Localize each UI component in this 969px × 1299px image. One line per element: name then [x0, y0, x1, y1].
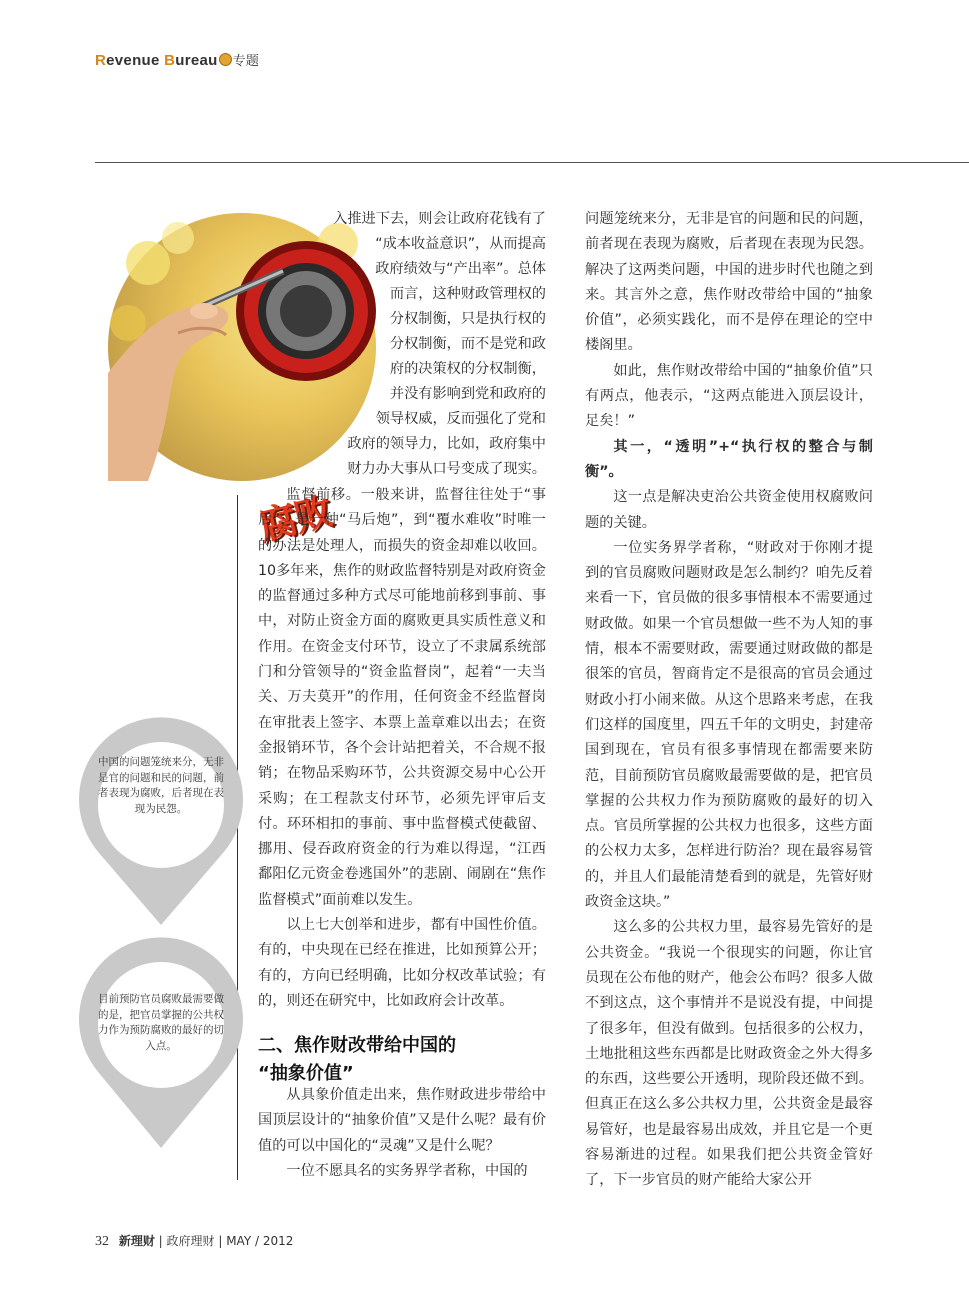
wrap-line: 分权制衡，而不是党和政: [389, 336, 546, 352]
wrap-line: 而言，这种财政管理权的: [389, 286, 546, 302]
column-1-top: [258, 483, 546, 1014]
wrap-line: 领导权威，反而强化了党和: [375, 411, 546, 427]
magazine-name: 新理财: [118, 1234, 155, 1248]
issue-date: MAY / 2012: [226, 1234, 294, 1248]
paragraph: 从具象价值走出来，焦作财政进步带给中国顶层设计的“抽象价值”又是什么呢？最有价值的可以中国化的“灵魂”又是什么呢？: [258, 1087, 546, 1154]
paragraph: 这一点是解决吏治公共资金使用权腐败问题的关键。: [585, 489, 873, 531]
brand-initial-b: B: [164, 52, 176, 69]
paragraph: 如此，焦作财改带给中国的“抽象价值”只有两点，他表示，“这两点能进入顶层设计，足矣！”: [585, 362, 873, 430]
brand-initial-r: R: [95, 52, 107, 69]
wrap-line: 入推进下去，则会让政府花钱有了: [333, 211, 546, 227]
paragraph: 一位不愿具名的实务界学者称，中国的: [286, 1162, 528, 1179]
section-heading-line-2: “抽象价值”: [258, 1063, 354, 1084]
header-rule: [95, 162, 969, 163]
column-2: [585, 207, 873, 1194]
page-number: 32: [95, 1234, 109, 1249]
paragraph: 监督前移。一般来讲，监督往往处于“事后”，是一种“马后炮”，到“覆水难收”时唯一的办法是处理人，而损失的资金却难以收回。10多年来，焦作的财政监督特别是对政府资金的监督通过多种方式尽可能地前移到事前、事中，对防止资金方面的腐败更具实质性意义和作用。在资金支付环节，设立了不隶属系统部门和分管领导的“资金监督岗”，起着“一夫当关、万夫莫开”的作用，任何资金不经监督岗在审批表上签字、本票上盖章难以出去；在资金报销环节，各个会计站把着关，不合规不报销；在物品采购环节，公共资源交易中心公开采购；在工程款支付环节，必须先评审后支付。环环相扣的事前、事中监督模式使截留、挪用、侵吞政府资金的行为难以得逞，“江西鄱阳亿元资金卷逃国外”的悲剧、闹剧在“焦作监督模式”面前难以发生。: [258, 487, 546, 908]
wrap-line: 府的决策权的分权制衡，: [389, 361, 546, 377]
wrap-line: 政府绩效与“产出率”。总体: [375, 261, 546, 277]
emblem-icon: [219, 53, 232, 66]
wrap-line: 财力办大事从口号变成了现实。: [347, 461, 546, 477]
pull-quote-1: [77, 735, 245, 927]
paragraph: 这么多的公共权力里，最容易先管好的是公共资金。“我说一个很现实的问题，你让官员现在公布他的财产，他会公布吗？很多人做不到这点，这个事情并不是说没有提，中间提了很多年，但没有做到。包括很多的公权力，土地批租这些东西都是比财政资金之外大得多的东西，这些要公开透明，现阶段还做不到。但真正在这么多公共权力里，公共资金是最容易管好，也是最容易出成效，并且它是一个更容易渐进的过程。如果我们把公共资金管好了，下一步官员的财产能给大家公开: [585, 919, 873, 1189]
wrap-line: 政府的领导力，比如，政府集中: [347, 436, 546, 452]
pull-quote-text: 中国的问题笼统来分，无非是官的问题和民的问题，前者表现为腐败，后者现在表现为民怨。: [98, 756, 224, 815]
paragraph: 以上七大创举和进步，都有中国性价值。有的，中央现在已经在推进，比如预算公开；有的，方向已经明确，比如分权改革试验；有的，则还在研究中，比如政府会计改革。: [258, 917, 546, 1009]
section-heading: [258, 1032, 456, 1088]
photo-caption-word: 腐败: [254, 488, 336, 549]
paragraph: 一位实务界学者称，“财政对于你刚才提到的官员腐败问题财政是怎么制约？咱先反着来看一下，官员做的很多事情根本不需要通过财政做。如果一个官员想做一些不为人知的事情，根本不需要财政，需要通过财政做的都是很笨的官员，智商肯定不是很高的官员会通过财政小打小闹来做。从这个思路来考虑，在我们这样的国度里，四五千年的文明史，封建帝国到现在，官员有很多事情现在都需要来防范，目前预防官员腐败最需要做的是，把官员掌握的公共权力作为预防腐败的最好的切入点。官员所掌握的公共权力也很多，这些方面的公权力太多，怎样进行防治？现在最容易管的，并且人们最能清楚看到的就是，先管好财政资金这块。”: [585, 539, 873, 911]
paragraph: 问题笼统来分，无非是官的问题和民的问题，前者现在表现为腐败，后者现在表现为民怨。解决了这两类问题，中国的进步时代也随之到来。其言外之意，焦作财改带给中国的“抽象价值”，必须实践化，而不是停在理论的空中楼阁里。: [585, 211, 873, 354]
subheading-paragraph: 其一，“透明”+“执行权的整合与制衡”。: [585, 438, 873, 480]
pull-quote-2: [77, 955, 245, 1150]
footer-section: 政府理财: [166, 1234, 215, 1248]
page-footer: 32 新理财 | 政府理财 | MAY / 2012: [95, 1234, 294, 1249]
section-heading-line-1: 二、焦作财改带给中国的: [258, 1035, 456, 1056]
pull-quote-text: 目前预防官员腐败最需要做的是，把官员掌握的公共权力作为预防腐败的最好的切入点。: [98, 993, 224, 1052]
column-1-bottom: [258, 1083, 546, 1184]
wrap-line: 并没有影响到党和政府的: [389, 386, 546, 402]
brand-text-2: ureau: [175, 52, 218, 69]
section-topic: 专题: [232, 54, 260, 69]
wrap-line: 分权制衡，只是执行权的: [389, 311, 546, 327]
brand-text-1: evenue: [106, 52, 165, 69]
wrap-line: “成本收益意识”，从而提高: [375, 236, 546, 252]
running-header: [95, 50, 259, 69]
